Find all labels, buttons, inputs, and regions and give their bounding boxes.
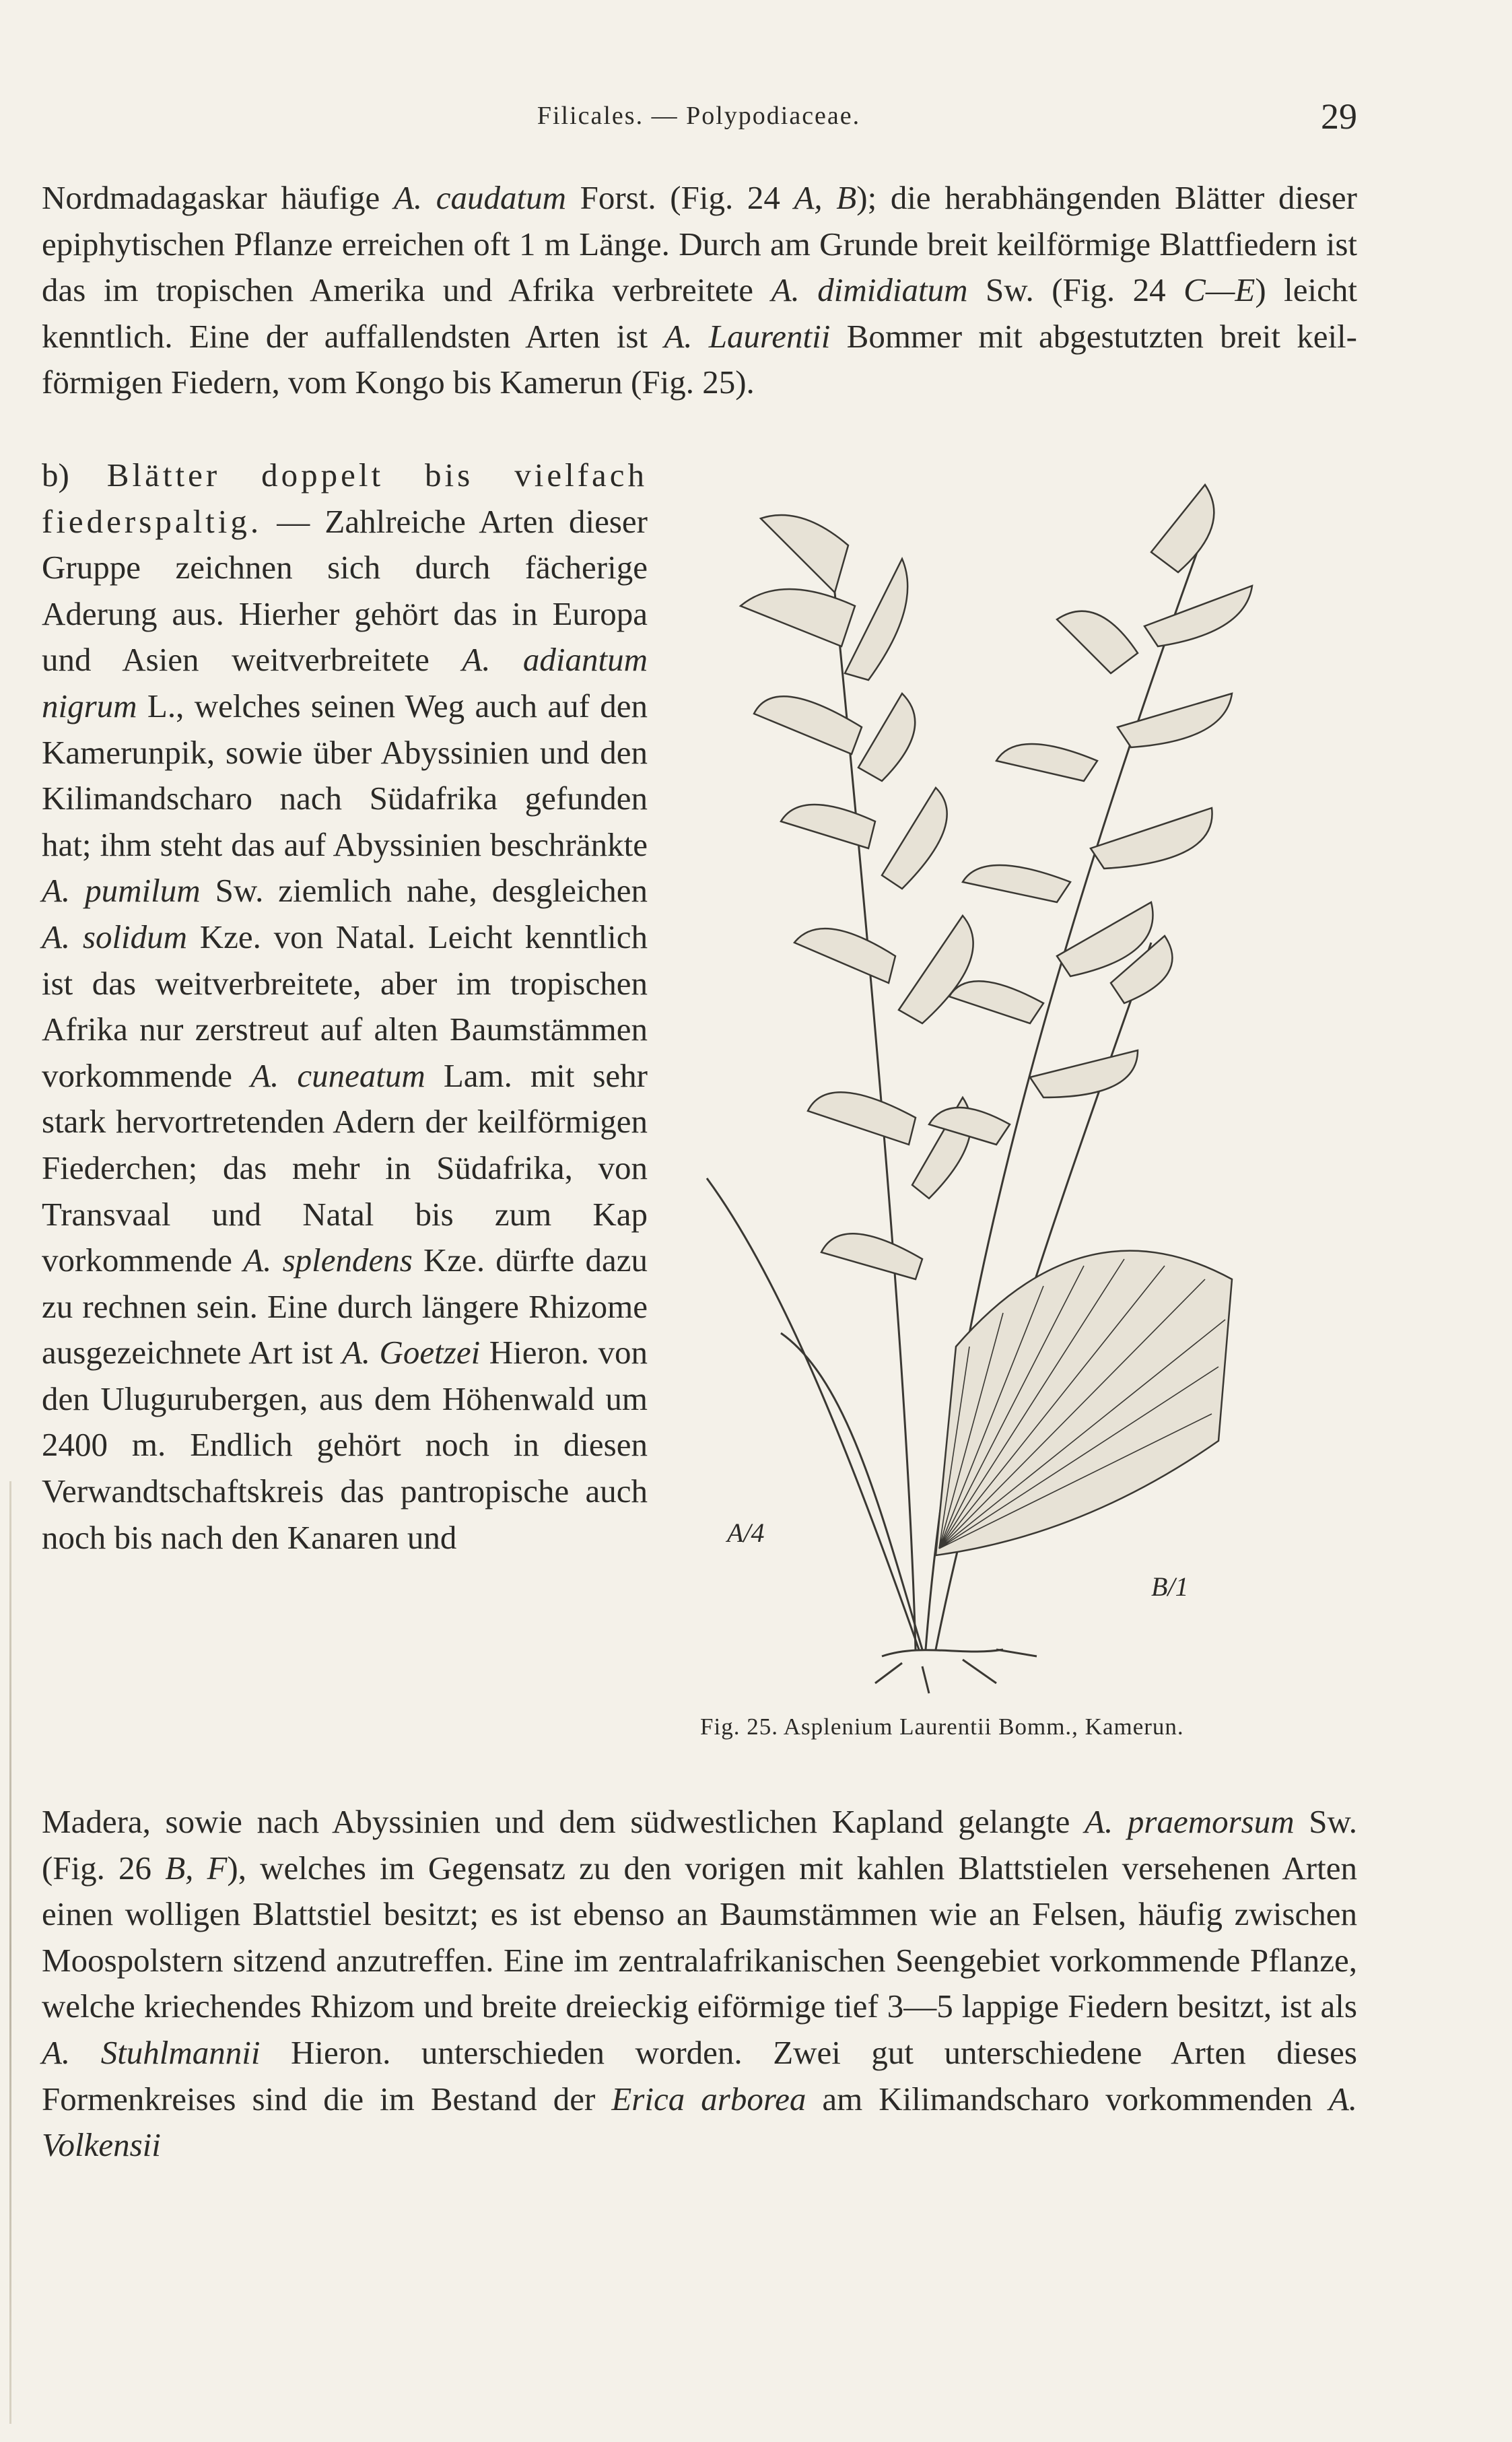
running-head: Filicales. — Polypodiaceae. <box>537 102 861 130</box>
page-edge-shadow <box>9 1481 11 2424</box>
page-number: 29 <box>1321 96 1357 137</box>
figure-label-a: A/4 <box>727 1518 765 1548</box>
paragraph-b-wrapped: b) Blätter doppelt bis vielfach fiederspaltig. — Zahlreiche Arten dieser Gruppe zeichnen sich durch fächerige Aderung aus. Hierher gehört das in Europa und Asien weitverbreitete A. adiantum nigrum L., welches seinen Weg auch auf den Kamerunpik, sowie über Abyssinien und den Kilimandscharo nach Südafrika gefunden hat; ihm steht das auf Abyssinien beschränkte A. pumilum Sw. ziemlich nahe, desgleichen A. solidum Kze. von Natal. Leicht kenntlich ist das weitverbreitete, aber im tropischen Afrika nur zerstreut auf alten Baumstämmen vorkommende A. cuneatum Lam. mit sehr stark hervortretenden Adern der keilförmigen Fiederchen; das mehr in Südafrika, von Transvaal und Natal bis zum Kap vorkommende A. splendens Kze. dürfte dazu zu rechnen sein. Eine durch längere Rhizome ausgezeichnete Art ist A. Goetzei Hieron. von den Ulugurubergen, aus dem Höhenwald um 2400 m. Endlich gehört noch in diesen Verwandtschaftskreis das pantropische auch noch bis nach den Kanaren und <box>42 456 648 1556</box>
figure-caption: Fig. 25. Asplenium Laurentii Bomm., Kamerun. <box>700 1714 1184 1740</box>
figure-label-b: B/1 <box>1151 1571 1189 1602</box>
page-header <box>40 96 1357 141</box>
fern-drawing <box>680 471 1356 1703</box>
paragraph-top: Nordmadagaskar häufige A. caudatum Forst. (Fig. 24 A, B); die herabhängenden Blätter dieser epiphytischen Pflanze erreichen oft 1 m Länge. Durch am Grunde breit keilförmige Blattfiedern ist das im tropischen Amerika und Afrika verbreitete A. dimidiatum Sw. (Fig. 24 C—E) leicht kenntlich. Eine der auffallendsten Arten ist A. Laurentii Bommer mit abgestutzten breit keilförmigen Fiedern, vom Kongo bis Kamerun (Fig. 25). <box>42 179 1358 401</box>
paragraph-bottom: Madera, sowie nach Abyssinien und dem südwestlichen Kapland gelangte A. praemorsum Sw. (Fig. 26 B, F), welches im Gegensatz zu den vorigen mit kahlen Blattstielen versehenen Arten einen wolligen Blattstiel besitzt; es ist ebenso an Baumstämmen wie an Felsen, häufig zwischen Moospolstern sitzend anzutreffen. Eine im zentralafrikanischen Seengebiet vorkommende Pflanze, welche kriechendes Rhizom und breite dreieckig eiförmige tief 3—5 lappige Fiedern besitzt, ist als A. Stuhlmannii Hieron. unterschieden worden. Zwei gut unterschiedene Arten dieses Formenkreises sind die im Bestand der Erica arborea am Kilimandscharo vorkommenden A. Volkensii <box>42 1803 1357 2164</box>
fern-illustration <box>680 471 1356 1703</box>
